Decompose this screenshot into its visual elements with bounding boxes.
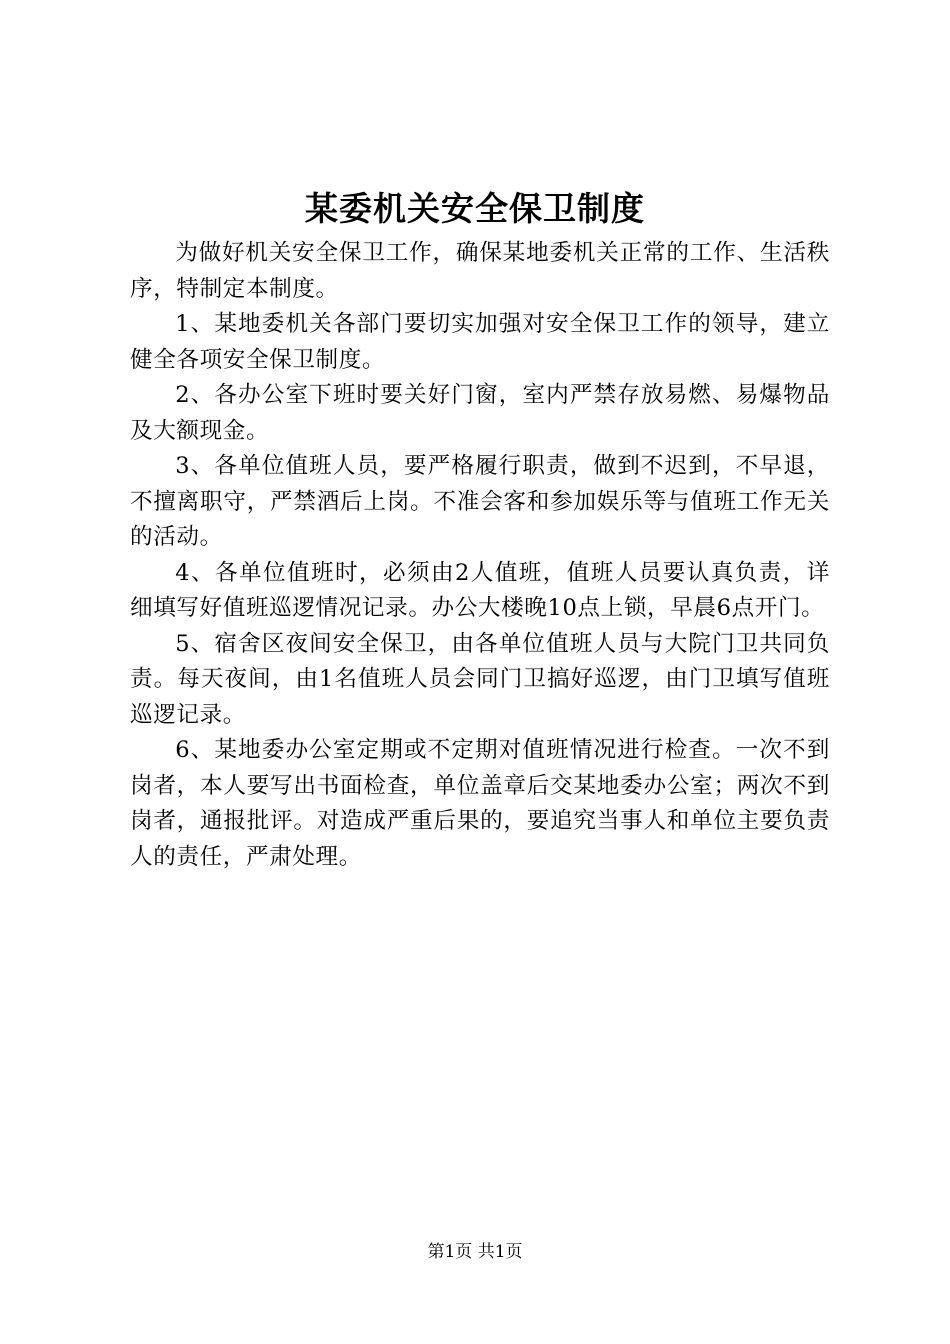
paragraph-intro: 为做好机关安全保卫工作，确保某地委机关正常的工作、生活秩序，特制定本制度。 bbox=[130, 240, 830, 302]
paragraph-item-6: 6、某地委办公室定期或不定期对值班情况进行检查。一次不到岗者，本人要写出书面检查，单位盖章后交某地委办公室；两次不到岗者，通报批评。对造成严重后果的，要追究当事人和单位主要负责人的责任，严肃处理。 bbox=[130, 737, 830, 870]
document-title: 某委机关安全保卫制度 bbox=[305, 189, 645, 228]
document-body bbox=[130, 236, 830, 875]
paragraph-item-2: 2、各办公室下班时要关好门窗，室内严禁存放易燃、易爆物品及大额现金。 bbox=[130, 382, 830, 444]
paragraph-item-5: 5、宿舍区夜间安全保卫，由各单位值班人员与大院门卫共同负责。每天夜间，由1名值班人员会同门卫搞好巡逻，由门卫填写值班巡逻记录。 bbox=[130, 630, 830, 728]
paragraph-item-1: 1、某地委机关各部门要切实加强对安全保卫工作的领导，建立健全各项安全保卫制度。 bbox=[130, 311, 830, 373]
paragraph-item-3: 3、各单位值班人员，要严格履行职责，做到不迟到，不早退，不擅离职守，严禁酒后上岗。不准会客和参加娱乐等与值班工作无关的活动。 bbox=[130, 453, 830, 550]
paragraph-item-4: 4、各单位值班时，必须由2人值班，值班人员要认真负责，详细填写好值班巡逻情况记录。办公大楼晚10点上锁，早晨6点开门。 bbox=[130, 559, 830, 621]
page-number-footer: 第1页 共1页 bbox=[427, 1242, 523, 1262]
